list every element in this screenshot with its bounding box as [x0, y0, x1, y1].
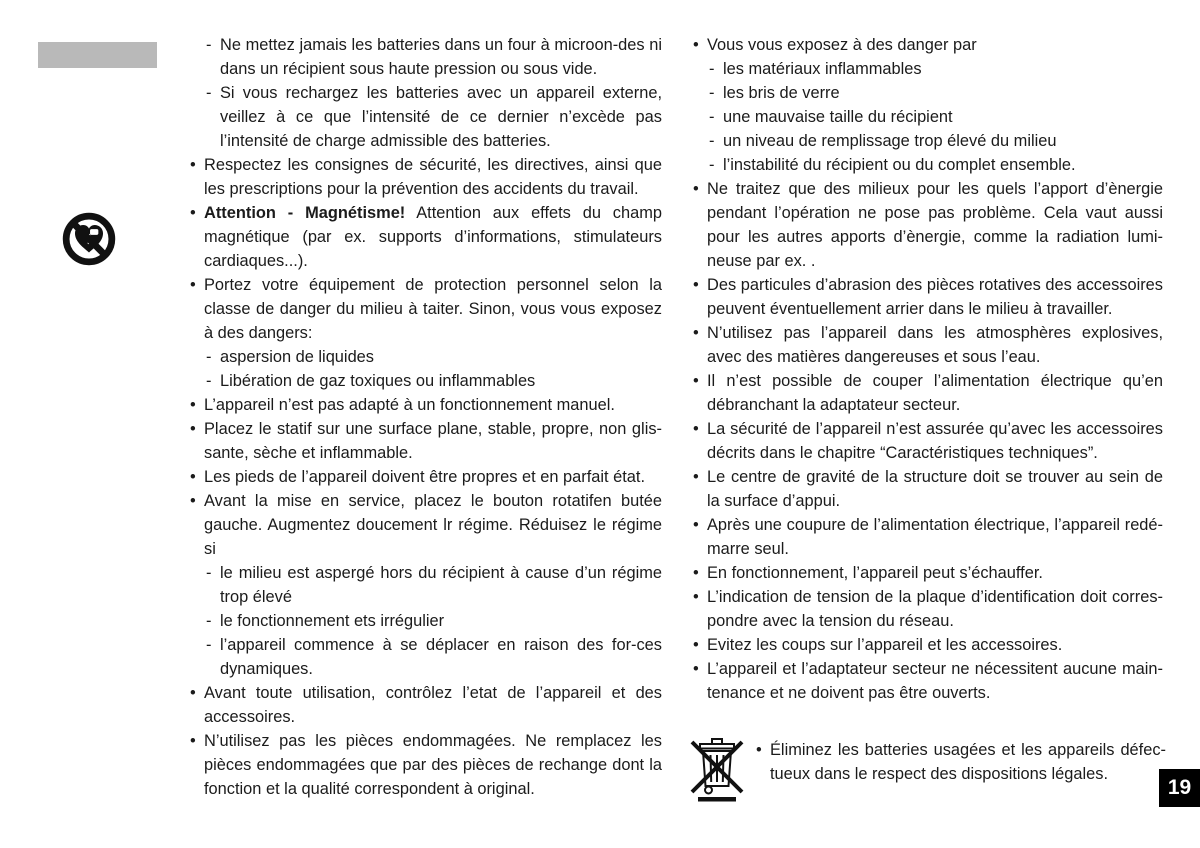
bullet-marker: •: [693, 372, 699, 390]
bullet-marker: •: [190, 204, 196, 222]
dash-marker: -: [709, 84, 715, 102]
dash-item: - le milieu est aspergé hors du récipient à cause d’un régime trop élevé: [206, 561, 662, 609]
bullet-item: • N’utilisez pas les pièces endommagées. Ne remplacez les pièces endommagées que par des pièces de rechange dont la fonction et la qualité correspondent à original.: [190, 729, 662, 801]
bullet-item: • N’utilisez pas l’appareil dans les atmosphères explosives, avec des matières dangereuses et sous l’eau.: [693, 321, 1163, 369]
dash-item: - aspersion de liquides: [206, 345, 662, 369]
dash-marker: -: [206, 84, 212, 102]
dash-item: - une mauvaise taille du récipient: [709, 105, 1163, 129]
bullet-item: • Éliminez les batteries usagées et les appareils défec-tueux dans le respect des dispositions légales.: [756, 738, 1166, 786]
dash-marker: -: [206, 636, 212, 654]
bullet-marker: •: [693, 36, 699, 54]
bullet-marker: •: [190, 684, 196, 702]
bullet-marker: •: [693, 588, 699, 606]
bullet-marker: •: [190, 420, 196, 438]
bullet-item: • Respectez les consignes de sécurité, les directives, ainsi que les prescriptions pour la prévention des accidents du travail.: [190, 153, 662, 201]
bullet-item: • Le centre de gravité de la structure doit se trouver au sein de la surface d’appui.: [693, 465, 1163, 513]
dash-item: - Libération de gaz toxiques ou inflammables: [206, 369, 662, 393]
dash-marker: -: [709, 132, 715, 150]
dash-marker: -: [206, 348, 212, 366]
weee-crossed-out-bin-svg: [688, 734, 746, 804]
bullet-item: • La sécurité de l’appareil n’est assurée qu’avec les accessoires décrits dans le chapitre “Caractéristiques techniques”.: [693, 417, 1163, 465]
disposal-text: [756, 734, 1166, 786]
bullet-item: • Après une coupure de l’alimentation électrique, l’appareil redé-marre seul.: [693, 513, 1163, 561]
bullet-marker: •: [693, 516, 699, 534]
bullet-marker: •: [190, 492, 196, 510]
bullet-item: • L’indication de tension de la plaque d’identification doit corres-pondre avec la tension du réseau.: [693, 585, 1163, 633]
right-column: [693, 33, 1163, 705]
dash-marker: -: [206, 372, 212, 390]
bullet-marker: •: [756, 741, 762, 759]
dash-marker: -: [206, 564, 212, 582]
bullet-item: • Des particules d’abrasion des pièces rotatives des accessoires peuvent éventuellement arrier dans le milieu à travailler.: [693, 273, 1163, 321]
bullet-item: • L’appareil et l’adaptateur secteur ne nécessitent aucune main-tenance et ne doivent pas être ouverts.: [693, 657, 1163, 705]
bullet-item: • Les pieds de l’appareil doivent être propres et en parfait état.: [190, 465, 662, 489]
no-pacemaker-magnetism-svg: [62, 212, 116, 266]
dash-marker: -: [206, 612, 212, 630]
no-pacemaker-magnetism-icon: [62, 212, 116, 266]
dash-item: - les matériaux inflammables: [709, 57, 1163, 81]
dash-marker: -: [709, 156, 715, 174]
dash-marker: -: [206, 36, 212, 54]
bullet-marker: •: [693, 276, 699, 294]
bullet-item: • Evitez les coups sur l’appareil et les accessoires.: [693, 633, 1163, 657]
page-number-badge: [1159, 769, 1200, 807]
bullet-item: • Avant la mise en service, placez le bouton rotatifen butée gauche. Augmentez doucement lr régime. Réduisez le régime si: [190, 489, 662, 561]
bullet-marker: •: [693, 468, 699, 486]
dash-item: - Ne mettez jamais les batteries dans un four à microon-des ni dans un récipient sous haute pression ou sous vide.: [206, 33, 662, 81]
dash-item: - l’instabilité du récipient ou du complet ensemble.: [709, 153, 1163, 177]
bullet-marker: •: [190, 396, 196, 414]
dash-item: - l’appareil commence à se déplacer en raison des for-ces dynamiques.: [206, 633, 662, 681]
bullet-marker: •: [693, 636, 699, 654]
bullet-item: • L’appareil n’est pas adapté à un fonctionnement manuel.: [190, 393, 662, 417]
bullet-item: • Placez le statif sur une surface plane, stable, propre, non glis-sante, sèche et inflammable.: [190, 417, 662, 465]
bullet-marker: •: [190, 732, 196, 750]
dash-item: - un niveau de remplissage trop élevé du milieu: [709, 129, 1163, 153]
bullet-item: • En fonctionnement, l’appareil peut s’échauffer.: [693, 561, 1163, 585]
bullet-item: • Vous vous exposez à des danger par: [693, 33, 1163, 57]
dash-item: - le fonctionnement ets irrégulier: [206, 609, 662, 633]
margin-label-box: [38, 42, 157, 68]
bullet-item: • Ne traitez que des milieux pour les quels l’apport d’ènergie pendant l’opération ne pose pas problème. Cela vaut aussi pour les autres apports d’ènergie, comme la radiation lumi-neuse par ex. .: [693, 177, 1163, 273]
bullet-marker: •: [190, 156, 196, 174]
bullet-item: • Attention - Magnétisme! Attention aux effets du champ magnétique (par ex. supports d’informations, stimulateurs cardiaques...).: [190, 201, 662, 273]
page-number-label: 19: [1167, 776, 1192, 799]
dash-item: - Si vous rechargez les batteries avec un appareil externe, veillez à ce que l’intensité de ce dernier n’excède pas l’intensité de charge admissible des batteries.: [206, 81, 662, 153]
bullet-marker: •: [693, 420, 699, 438]
bullet-item: • Portez votre équipement de protection personnel selon la classe de danger du milieu à taiter. Sinon, vous vous exposez à des dangers:: [190, 273, 662, 345]
dash-marker: -: [709, 108, 715, 126]
weee-crossed-out-bin-icon: [688, 734, 746, 811]
bullet-marker: •: [190, 276, 196, 294]
bullet-item: • Il n’est possible de couper l’alimentation électrique qu’en débranchant la adaptateur secteur.: [693, 369, 1163, 417]
bullet-marker: •: [693, 564, 699, 582]
bullet-marker: •: [693, 660, 699, 678]
dash-item: - les bris de verre: [709, 81, 1163, 105]
bullet-marker: •: [190, 468, 196, 486]
bullet-marker: •: [693, 324, 699, 342]
emphasis-text: Attention - Magnétisme!: [204, 204, 406, 222]
dash-marker: -: [709, 60, 715, 78]
left-column: [190, 33, 662, 801]
bullet-marker: •: [693, 180, 699, 198]
disposal-note: [688, 734, 1166, 811]
bullet-item: • Avant toute utilisation, contrôlez l’etat de l’appareil et des accessoires.: [190, 681, 662, 729]
